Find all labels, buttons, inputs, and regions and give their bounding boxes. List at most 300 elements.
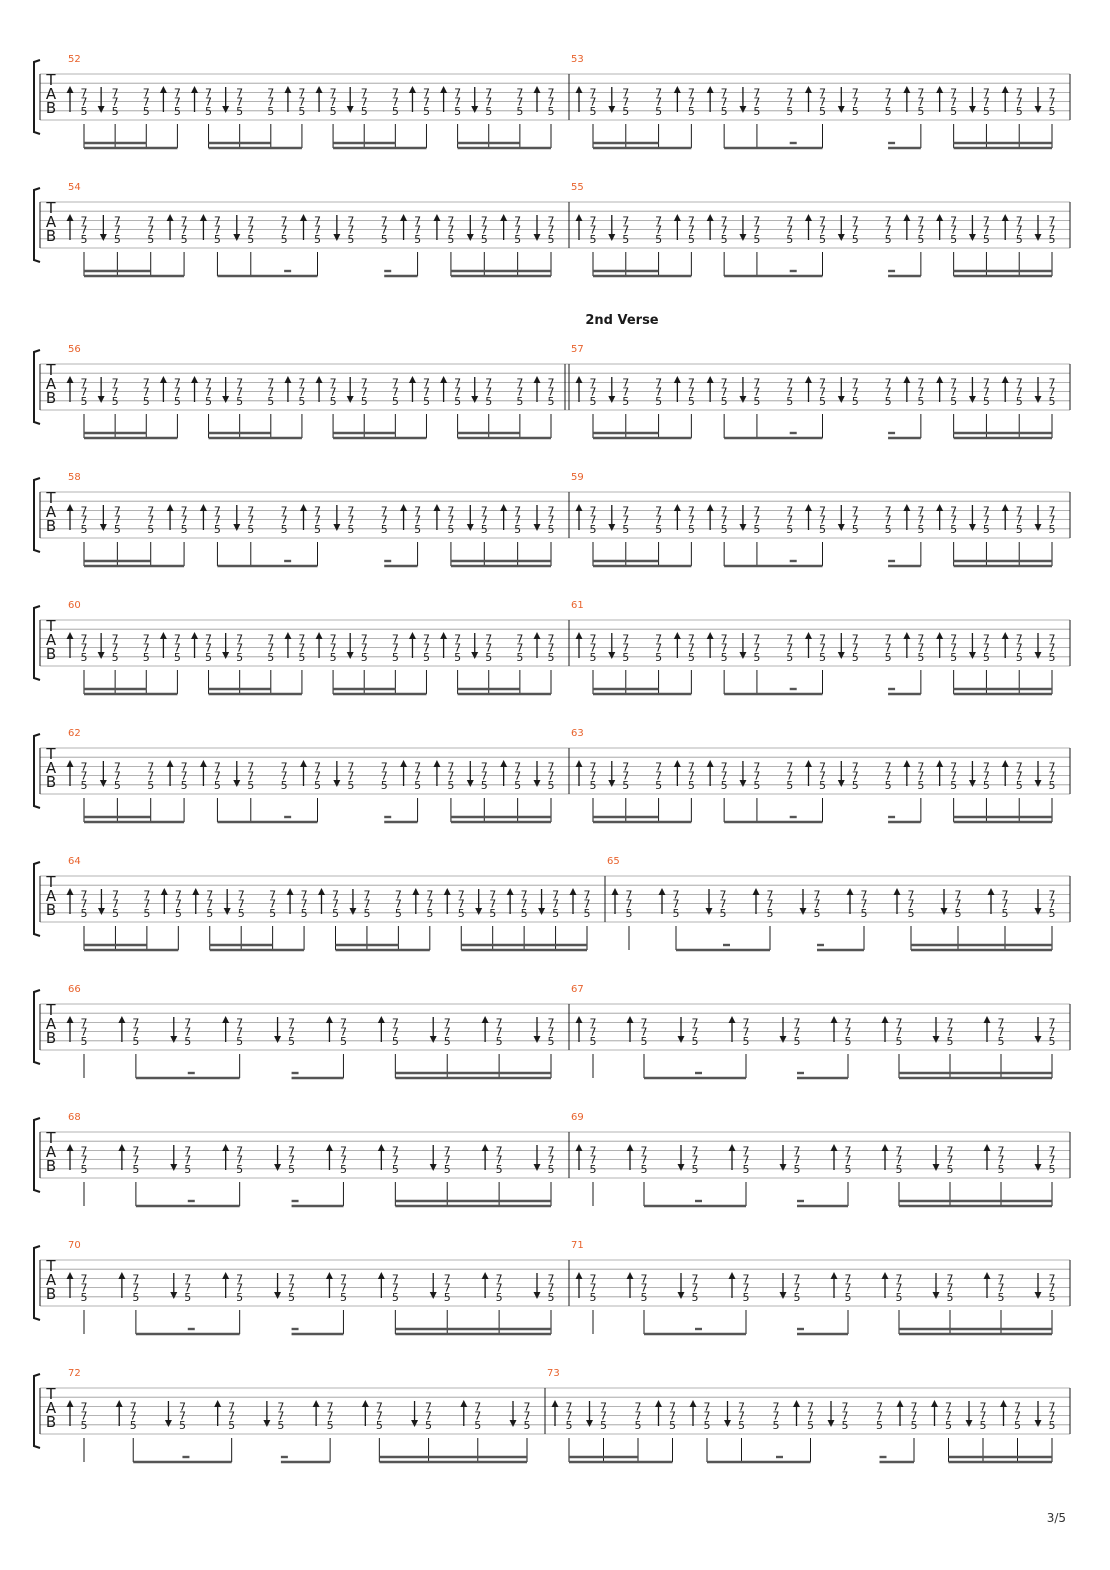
fret-number: 7 — [480, 760, 488, 774]
fret-number: 5 — [1048, 1418, 1056, 1432]
chord — [1035, 1144, 1056, 1175]
fret-number: 5 — [314, 522, 321, 536]
fret-number: 5 — [300, 906, 308, 920]
fret-number: 7 — [380, 769, 388, 783]
fret-number: 5 — [1048, 232, 1056, 246]
fret-number: 7 — [314, 513, 321, 527]
fret-number: 5 — [1015, 778, 1023, 792]
tab-clef-letter: T — [46, 1001, 56, 1019]
fret-number: 7 — [547, 223, 555, 237]
fret-number: 5 — [480, 778, 488, 792]
fret-number: 7 — [547, 376, 555, 390]
chord — [510, 1400, 531, 1431]
fret-number: 7 — [142, 632, 150, 646]
chord — [786, 214, 793, 245]
fret-number: 5 — [622, 232, 630, 246]
chord — [1035, 86, 1056, 117]
fret-number: 5 — [753, 394, 761, 408]
chord — [969, 86, 990, 117]
fret-number: 7 — [1048, 1025, 1056, 1039]
fret-number: 7 — [753, 214, 761, 228]
chord — [739, 504, 760, 535]
fret-number: 5 — [236, 394, 244, 408]
measure — [571, 984, 1056, 1078]
fret-number: 7 — [719, 888, 727, 902]
fret-number: 7 — [640, 1025, 648, 1039]
fret-number: 7 — [213, 513, 221, 527]
chord — [1035, 632, 1056, 663]
fret-number: 5 — [851, 394, 859, 408]
fret-number: 5 — [589, 1290, 597, 1304]
fret-number: 7 — [851, 513, 859, 527]
fret-number: 5 — [884, 104, 892, 118]
fret-number: 7 — [329, 95, 337, 109]
fret-number: 7 — [547, 385, 555, 399]
measure-number: 71 — [571, 1240, 584, 1251]
fret-number: 7 — [288, 1016, 296, 1030]
fret-number: 7 — [80, 760, 88, 774]
fret-number: 5 — [288, 1034, 296, 1048]
fret-number: 7 — [819, 769, 826, 783]
chord — [233, 760, 254, 791]
fret-number: 7 — [655, 385, 663, 399]
fret-number: 5 — [454, 104, 462, 118]
upstroke-arrow-icon — [1002, 86, 1009, 93]
fret-number: 7 — [142, 376, 150, 390]
fret-number: 5 — [622, 394, 630, 408]
fret-number: 7 — [380, 214, 388, 228]
fret-number: 7 — [111, 641, 119, 655]
fret-number: 7 — [173, 376, 181, 390]
fret-number: 5 — [547, 1162, 555, 1176]
fret-number: 7 — [997, 1016, 1005, 1030]
measure-number: 73 — [547, 1368, 560, 1379]
upstroke-arrow-icon — [482, 1144, 489, 1151]
tab-clef-letter: T — [46, 489, 56, 507]
fret-number: 7 — [147, 769, 155, 783]
chord — [143, 888, 150, 919]
fret-number: 7 — [622, 95, 630, 109]
fret-number: 7 — [884, 223, 892, 237]
chord — [170, 1144, 191, 1175]
fret-number: 7 — [589, 513, 597, 527]
fret-number: 7 — [1048, 897, 1056, 911]
fret-number: 5 — [329, 650, 337, 664]
chord — [608, 504, 629, 535]
fret-number: 5 — [213, 522, 221, 536]
downstroke-arrow-icon — [534, 780, 541, 787]
fret-number: 5 — [480, 522, 488, 536]
fret-number: 7 — [753, 223, 761, 237]
fret-number: 7 — [111, 897, 119, 911]
fret-number: 7 — [142, 641, 150, 655]
fret-number: 5 — [655, 394, 663, 408]
upstroke-arrow-icon — [674, 214, 681, 221]
fret-number: 7 — [1015, 769, 1023, 783]
fret-number: 7 — [600, 1409, 607, 1423]
upstroke-arrow-icon — [460, 1400, 467, 1407]
fret-number: 5 — [236, 650, 244, 664]
fret-number: 7 — [113, 223, 121, 237]
chord — [1035, 1400, 1056, 1431]
chord — [534, 214, 555, 245]
upstroke-arrow-icon — [326, 1144, 333, 1151]
chord — [1035, 214, 1056, 245]
fret-number: 7 — [687, 214, 695, 228]
fret-number: 5 — [1048, 1290, 1056, 1304]
fret-number: 5 — [997, 1034, 1005, 1048]
downstroke-arrow-icon — [534, 234, 541, 241]
fret-number: 7 — [236, 1153, 244, 1167]
fret-number: 7 — [380, 513, 388, 527]
fret-number: 7 — [1048, 1153, 1056, 1167]
fret-number: 7 — [129, 1409, 137, 1423]
fret-number: 7 — [895, 1025, 903, 1039]
fret-number: 7 — [339, 1153, 347, 1167]
fret-number: 7 — [655, 769, 663, 783]
fret-number: 7 — [819, 632, 826, 646]
fret-number: 5 — [132, 1290, 140, 1304]
tab-clef-letter: A — [45, 1015, 57, 1033]
fret-number: 7 — [1048, 760, 1056, 774]
fret-number: 7 — [380, 504, 388, 518]
fret-number: 5 — [917, 104, 925, 118]
fret-number: 5 — [819, 522, 826, 536]
downstroke-arrow-icon — [1035, 234, 1042, 241]
measure-number: 62 — [68, 728, 81, 739]
fret-number: 7 — [793, 1025, 801, 1039]
fret-number: 7 — [946, 1144, 954, 1158]
fret-number: 5 — [206, 906, 214, 920]
fret-number: 7 — [339, 1281, 347, 1295]
fret-number: 7 — [80, 223, 88, 237]
fret-number: 7 — [819, 641, 826, 655]
fret-number: 7 — [851, 86, 859, 100]
fret-number: 7 — [132, 1153, 140, 1167]
downstroke-arrow-icon — [475, 908, 482, 915]
upstroke-arrow-icon — [805, 760, 812, 767]
fret-number: 7 — [147, 214, 155, 228]
chord — [281, 504, 288, 535]
fret-number: 7 — [640, 1144, 648, 1158]
downstroke-arrow-icon — [349, 908, 356, 915]
fret-number: 7 — [391, 1025, 399, 1039]
fret-number: 5 — [720, 394, 728, 408]
fret-number: 7 — [625, 897, 633, 911]
fret-number: 5 — [917, 522, 925, 536]
fret-number: 5 — [298, 104, 306, 118]
fret-number: 7 — [280, 504, 288, 518]
fret-number: 7 — [447, 513, 455, 527]
downstroke-arrow-icon — [838, 780, 845, 787]
fret-number: 7 — [329, 385, 337, 399]
fret-number: 7 — [547, 1144, 555, 1158]
downstroke-arrow-icon — [969, 780, 976, 787]
fret-number: 7 — [672, 897, 680, 911]
fret-number: 7 — [1015, 513, 1023, 527]
page-number: 3/5 — [1046, 1511, 1066, 1525]
upstroke-arrow-icon — [316, 632, 323, 639]
fret-number: 7 — [917, 223, 925, 237]
fret-number: 5 — [655, 522, 663, 536]
fret-number: 7 — [267, 385, 275, 399]
measure — [67, 182, 555, 276]
upstroke-arrow-icon — [903, 760, 910, 767]
chord — [941, 888, 962, 919]
fret-number: 7 — [910, 1400, 918, 1414]
fret-number: 7 — [786, 385, 794, 399]
chord — [969, 214, 990, 245]
fret-number: 5 — [236, 1162, 244, 1176]
fret-number: 5 — [720, 104, 728, 118]
fret-number: 7 — [111, 376, 119, 390]
fret-number: 5 — [113, 522, 121, 536]
chord — [655, 376, 662, 407]
fret-number: 7 — [589, 385, 597, 399]
fret-number: 7 — [113, 513, 121, 527]
chord — [347, 376, 368, 407]
chord — [608, 376, 629, 407]
chord — [739, 760, 760, 791]
fret-number: 5 — [380, 522, 388, 536]
fret-number: 7 — [375, 1409, 383, 1423]
fret-number: 5 — [950, 650, 958, 664]
fret-number: 5 — [640, 1162, 648, 1176]
measure-number: 69 — [571, 1112, 584, 1123]
fret-number: 7 — [819, 513, 826, 527]
downstroke-arrow-icon — [969, 524, 976, 531]
fret-number: 5 — [844, 1290, 852, 1304]
chord — [395, 888, 402, 919]
fret-number: 7 — [111, 86, 119, 100]
upstroke-arrow-icon — [326, 1272, 333, 1279]
fret-number: 5 — [895, 1034, 903, 1048]
measure-number: 67 — [571, 984, 584, 995]
fret-number: 7 — [703, 1409, 711, 1423]
downstroke-arrow-icon — [838, 396, 845, 403]
fret-number: 7 — [687, 641, 695, 655]
chord — [170, 1016, 191, 1047]
fret-number: 7 — [589, 214, 597, 228]
measure-number: 54 — [68, 182, 81, 193]
fret-number: 7 — [391, 1144, 399, 1158]
fret-number: 7 — [738, 1409, 745, 1423]
fret-number: 7 — [772, 1400, 780, 1414]
fret-number: 7 — [982, 95, 990, 109]
fret-number: 7 — [860, 888, 868, 902]
fret-number: 7 — [622, 513, 630, 527]
fret-number: 7 — [485, 95, 493, 109]
fret-number: 7 — [426, 888, 434, 902]
fret-number: 7 — [946, 1025, 954, 1039]
fret-number: 5 — [329, 394, 337, 408]
fret-number: 7 — [982, 504, 990, 518]
fret-number: 7 — [917, 86, 925, 100]
fret-number: 7 — [720, 641, 728, 655]
fret-number: 7 — [753, 385, 761, 399]
upstroke-arrow-icon — [534, 376, 541, 383]
upstroke-arrow-icon — [936, 376, 943, 383]
upstroke-arrow-icon — [118, 1272, 125, 1279]
fret-number: 7 — [997, 1272, 1005, 1286]
fret-number: 5 — [589, 232, 597, 246]
tab-clef-letter: B — [45, 389, 57, 407]
downstroke-arrow-icon — [233, 780, 240, 787]
fret-number: 5 — [391, 1162, 399, 1176]
fret-number: 7 — [132, 1272, 140, 1286]
fret-number: 5 — [669, 1418, 676, 1432]
measure-number: 56 — [68, 344, 81, 355]
upstroke-arrow-icon — [707, 376, 714, 383]
fret-number: 7 — [742, 1025, 750, 1039]
fret-number: 5 — [269, 906, 277, 920]
chord — [838, 632, 859, 663]
downstroke-arrow-icon — [678, 1164, 685, 1171]
fret-number: 5 — [480, 232, 488, 246]
fret-number: 7 — [391, 632, 399, 646]
fret-number: 7 — [236, 641, 244, 655]
upstroke-arrow-icon — [67, 376, 74, 383]
fret-number: 7 — [844, 1272, 852, 1286]
fret-number: 7 — [786, 95, 794, 109]
fret-number: 5 — [516, 394, 524, 408]
downstroke-arrow-icon — [838, 234, 845, 241]
upstroke-arrow-icon — [67, 1144, 74, 1151]
fret-number: 5 — [1048, 1162, 1056, 1176]
fret-number: 7 — [300, 888, 308, 902]
fret-number: 7 — [819, 504, 826, 518]
upstroke-arrow-icon — [300, 760, 307, 767]
downstroke-arrow-icon — [1035, 780, 1042, 787]
fret-number: 7 — [443, 1272, 451, 1286]
upstroke-arrow-icon — [674, 376, 681, 383]
downstroke-arrow-icon — [739, 106, 746, 113]
fret-number: 7 — [1015, 214, 1023, 228]
fret-number: 7 — [720, 385, 728, 399]
measure — [67, 856, 591, 950]
fret-number: 7 — [720, 632, 728, 646]
tab-clef-letter: B — [45, 1413, 57, 1431]
fret-number: 7 — [360, 376, 368, 390]
fret-number: 5 — [720, 650, 728, 664]
fret-number: 7 — [622, 641, 630, 655]
tab-system — [34, 182, 1070, 276]
fret-number: 5 — [80, 1162, 88, 1176]
chord — [267, 86, 274, 117]
fret-number: 7 — [180, 214, 188, 228]
fret-number: 7 — [474, 1409, 482, 1423]
chord — [467, 504, 488, 535]
downstroke-arrow-icon — [1035, 1292, 1042, 1299]
upstroke-arrow-icon — [576, 1144, 583, 1151]
upstroke-arrow-icon — [222, 1016, 229, 1023]
fret-number: 7 — [298, 86, 306, 100]
fret-number: 7 — [314, 223, 321, 237]
downstroke-arrow-icon — [430, 1292, 437, 1299]
upstroke-arrow-icon — [847, 888, 854, 895]
fret-number: 7 — [950, 214, 958, 228]
fret-number: 7 — [786, 513, 794, 527]
fret-number: 7 — [884, 504, 892, 518]
chord — [739, 376, 760, 407]
fret-number: 5 — [142, 650, 150, 664]
fret-number: 5 — [514, 778, 522, 792]
fret-number: 7 — [298, 632, 306, 646]
fret-number: 7 — [1048, 888, 1056, 902]
downstroke-arrow-icon — [233, 234, 240, 241]
fret-number: 7 — [347, 223, 355, 237]
fret-number: 7 — [485, 86, 493, 100]
tab-clef-letter: T — [46, 361, 56, 379]
fret-number: 7 — [480, 504, 488, 518]
chord — [608, 760, 629, 791]
downstroke-arrow-icon — [347, 396, 354, 403]
fret-number: 7 — [247, 769, 255, 783]
fret-number: 7 — [895, 1281, 903, 1295]
fret-number: 7 — [422, 632, 430, 646]
fret-number: 7 — [280, 760, 288, 774]
fret-number: 7 — [332, 897, 339, 911]
fret-number: 7 — [180, 760, 188, 774]
fret-number: 7 — [793, 1272, 801, 1286]
chord — [98, 86, 119, 117]
fret-number: 7 — [360, 632, 368, 646]
downstroke-arrow-icon — [263, 1420, 270, 1427]
fret-number: 5 — [1048, 778, 1056, 792]
fret-number: 7 — [347, 513, 355, 527]
downstroke-arrow-icon — [739, 396, 746, 403]
fret-number: 7 — [516, 385, 524, 399]
chord — [933, 1272, 954, 1303]
fret-number: 7 — [485, 385, 493, 399]
upstroke-arrow-icon — [707, 504, 714, 511]
fret-number: 5 — [414, 778, 422, 792]
downstroke-arrow-icon — [780, 1164, 787, 1171]
fret-number: 7 — [514, 214, 522, 228]
tab-clef-letter: A — [45, 503, 57, 521]
downstroke-arrow-icon — [739, 652, 746, 659]
upstroke-arrow-icon — [500, 214, 507, 221]
fret-number: 5 — [954, 906, 962, 920]
fret-number: 5 — [422, 104, 430, 118]
upstroke-arrow-icon — [191, 86, 198, 93]
upstroke-arrow-icon — [576, 86, 583, 93]
upstroke-arrow-icon — [931, 1400, 938, 1407]
fret-number: 5 — [738, 1418, 745, 1432]
fret-number: 7 — [267, 641, 275, 655]
chord — [411, 1400, 432, 1431]
fret-number: 7 — [514, 513, 522, 527]
fret-number: 5 — [288, 1290, 296, 1304]
fret-number: 5 — [807, 1418, 814, 1432]
fret-number: 7 — [180, 223, 188, 237]
upstroke-arrow-icon — [191, 632, 198, 639]
upstroke-arrow-icon — [222, 1272, 229, 1279]
fret-number: 7 — [80, 86, 88, 100]
fret-number: 7 — [173, 641, 181, 655]
system-bracket — [34, 478, 40, 552]
chord — [655, 86, 662, 117]
fret-number: 7 — [720, 376, 728, 390]
fret-number: 7 — [347, 214, 355, 228]
fret-number: 5 — [753, 522, 761, 536]
fret-number: 7 — [907, 888, 915, 902]
upstroke-arrow-icon — [805, 504, 812, 511]
fret-number: 5 — [640, 1034, 648, 1048]
fret-number: 7 — [547, 760, 555, 774]
fret-number: 7 — [280, 223, 288, 237]
chord — [392, 376, 399, 407]
